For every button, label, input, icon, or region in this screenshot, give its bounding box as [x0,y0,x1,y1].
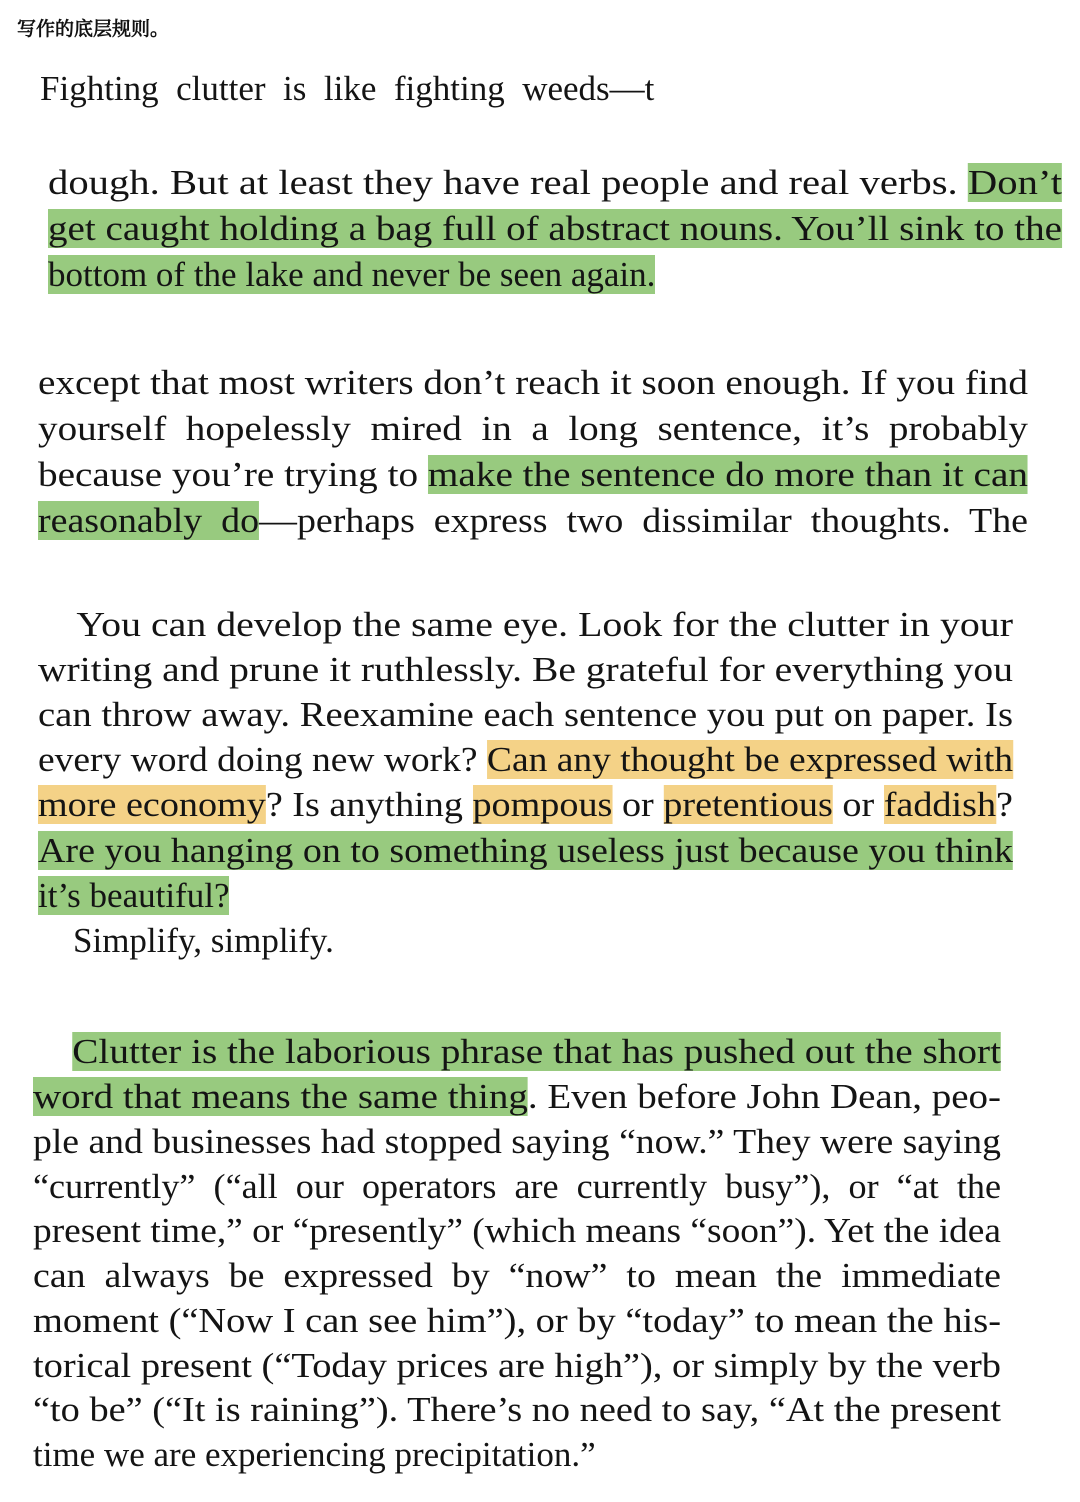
green-highlight: it’s beautiful? [38,876,230,915]
line-content [38,500,1028,542]
green-highlight: reasonably do [38,501,260,540]
text-line [33,1076,1001,1118]
yellow-highlight: pompous [472,785,613,824]
line-content [33,1389,1001,1431]
line-content [33,1166,1001,1208]
text-run: moment (“Now I can see him”), or by “today” to mean the his- [33,1301,1002,1340]
line-content [48,255,655,294]
text-line [48,208,1062,250]
text-run: or [612,785,664,824]
line-content [48,162,1062,204]
text-run [33,1032,72,1071]
text-run: “to be” (“It is raining”). There’s no need to say, “At the present [33,1390,1001,1429]
text-run: You can develop the same eye. Look for the clutter in your [38,605,1013,644]
yellow-highlight: more economy [38,785,266,824]
line-content [33,1210,1001,1252]
line-content [38,876,229,915]
green-highlight: word that means the same thing [33,1077,528,1116]
text-line [33,1300,1002,1342]
text-line [33,1031,1002,1073]
text-run: present time,” or “presently” (which means “soon”). Yet the idea [33,1211,1001,1250]
text-line [33,1389,1001,1431]
line-content [33,1300,1001,1342]
text-line [33,1121,1001,1163]
post-caption: 写作的底层规则。 [17,18,170,40]
text-run: . Even before John Dean, peo- [527,1077,1001,1116]
yellow-highlight: faddish [883,785,997,824]
text-line [38,649,1013,691]
text-line [38,830,1013,872]
line-content [33,1345,1001,1387]
text-run: “currently” (“all our operators are currently busy”), or “at the [33,1167,1002,1206]
text-line [38,784,1013,826]
line-content [38,830,1013,872]
text-run: or [832,785,884,824]
line-content [38,408,1028,450]
text-run: every word doing new work? [38,740,487,779]
line-content [40,69,654,108]
text-run: —perhaps express two dissimilar thoughts. The [259,501,1028,540]
line-content [38,604,1013,646]
text-line [33,1166,1002,1208]
text-line [48,162,1062,204]
text-run: ? [996,785,1013,824]
text-run: ple and businesses had stopped saying “now.” They were saying [33,1122,1001,1161]
green-highlight: get caught holding a bag full of abstract nouns. You’ll sink to the [48,209,1062,248]
text-line [38,604,1013,646]
line-content [38,454,1028,496]
green-highlight: Clutter is the laborious phrase that has pushed out the short [72,1032,1002,1071]
yellow-highlight: Can any thought be expressed with [486,740,1013,779]
text-run: because you’re trying to [38,455,428,494]
green-highlight: Don’t [967,163,1062,202]
text-run: can throw away. Reexamine each sentence you put on paper. Is [38,695,1013,734]
text-line [33,1210,1001,1252]
yellow-highlight: pretentious [663,785,833,824]
text-line [40,68,654,110]
line-content [38,739,1013,781]
text-line [38,454,1028,496]
line-content [38,694,1013,736]
text-line [38,408,1028,450]
text-line [33,1255,1002,1297]
green-highlight: bottom of the lake and never be seen again. [48,255,656,294]
text-run: except that most writers don’t reach it soon enough. If you find [38,363,1028,402]
text-line [33,1345,1001,1387]
green-highlight: Are you hanging on to something useless just because you think [38,831,1013,870]
text-line [38,500,1028,542]
text-line [48,254,655,296]
line-content [33,1076,1001,1118]
text-line [33,1434,596,1476]
text-run: torical present (“Today prices are high”), or simply by the verb [33,1346,1001,1385]
text-run: can always be expressed by “now” to mean the immediate [33,1256,1002,1295]
text-run: Fighting clutter is like fighting weeds—t [40,69,655,108]
line-content [33,1435,596,1474]
line-content [38,362,1028,404]
text-run: Simplify, simplify. [38,921,334,960]
line-content [38,649,1013,691]
green-highlight: make the sentence do more than it can [427,455,1028,494]
text-line [38,875,229,917]
text-line [38,694,1013,736]
text-run: yourself hopelessly mired in a long sentence, it’s probably [38,409,1028,448]
line-content [33,1031,1001,1073]
text-line [38,920,334,962]
text-run: dough. But at least they have real people and real verbs. [48,163,968,202]
line-content [33,1255,1001,1297]
text-line [38,362,1028,404]
line-content [38,921,334,960]
line-content [38,784,1013,826]
line-content [33,1121,1001,1163]
text-run: time we are experiencing precipitation.” [33,1435,596,1474]
text-run: ? Is anything [265,785,473,824]
text-run: writing and prune it ruthlessly. Be grateful for everything you [38,650,1013,689]
line-content [48,208,1062,250]
text-line [38,739,1013,781]
